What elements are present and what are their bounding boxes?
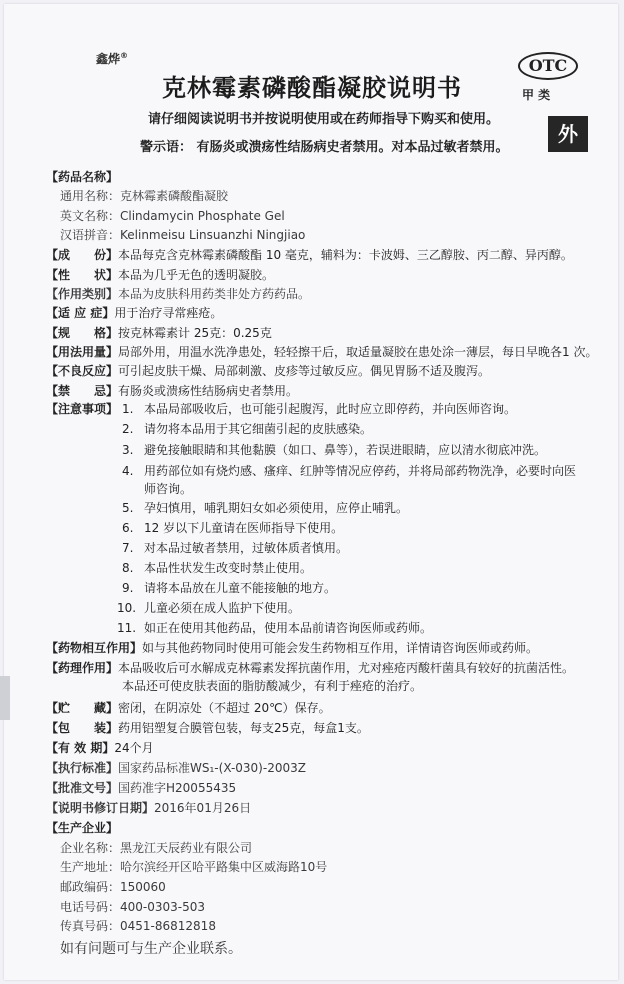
precaution-item: 2. 请勿将本品用于其它细菌引起的皮肤感染。 [122,422,373,436]
section-drug-name: 【药品名称】 [46,170,119,184]
precaution-item: 8. 本品性状发生改变时禁止使用。 [122,561,313,575]
postcode: 邮政编码：150060 [60,880,166,894]
precaution-item-continued: 师咨询。 [144,482,193,496]
company-name: 企业名称：黑龙江天辰药业有限公司 [60,841,253,855]
precaution-item: 3. 避免接触眼睛和其他黏膜（如口、鼻等），若误进眼睛，应以清水彻底冲洗。 [122,443,547,457]
precaution-item: 7. 对本品过敏者禁用，过敏体质者慎用。 [122,541,349,555]
warning-line: 警示语： 有肠炎或溃疡性结肠病史者禁用。对本品过敏者禁用。 [140,140,509,155]
english-name: 英文名称：Clindamycin Phosphate Gel [60,209,285,223]
appearance-row: 【性 状】本品为几乎无色的透明凝胶。 [46,268,275,282]
company-address: 生产地址：哈尔滨经开区哈平路集中区威海路10号 [60,860,328,874]
precaution-item: 4. 用药部位如有烧灼感、瘙痒、红肿等情况应停药，并将局部药物洗净，必要时向医 [122,464,577,478]
adverse-row: 【不良反应】可引起皮肤干燥、局部刺激、皮疹等过敏反应。偶见胃肠不适及腹泻。 [46,364,491,378]
usage-row: 【用法用量】局部外用，用温水洗净患处，轻轻擦干后，取适量凝胶在患处涂一薄层，每日早晚各1 次。 [46,345,598,359]
precaution-item: 5. 孕妇慎用，哺乳期妇女如必须使用，应停止哺乳。 [122,501,409,515]
spec-row: 【规 格】按克林霉素计 25克：0.25克 [46,326,272,340]
approval-row: 【批准文号】国药准字H20055435 [46,781,237,795]
otc-badge: OTC [518,52,578,80]
pharmacology-continued: 本品还可使皮肤表面的脂肪酸减少，有利于痤疮的治疗。 [122,679,423,693]
otc-class-label: 甲 类 [522,88,551,102]
validity-row: 【有 效 期】24个月 [46,741,154,755]
precaution-item: 11. 如正在使用其他药品，使用本品前请咨询医师或药师。 [117,621,433,635]
phone-number: 电话号码：400-0303-503 [60,900,206,914]
manufacturer-heading: 【生产企业】 [46,821,119,835]
precaution-item: 6. 12 岁以下儿童请在医师指导下使用。 [122,521,344,535]
precautions-heading: 【注意事项】 [46,402,119,416]
package-row: 【包 装】药用铝塑复合膜管包装，每支25克，每盒1支。 [46,721,369,735]
storage-row: 【贮 藏】密闭，在阴凉处（不超过 20℃）保存。 [46,701,331,715]
external-use-badge: 外 [548,116,588,152]
precaution-item: 10. 儿童必须在成人监护下使用。 [117,601,301,615]
revision-row: 【说明书修订日期】2016年01月26日 [46,801,252,815]
pharmacology-row: 【药理作用】本品吸收后可水解成克林霉素发挥抗菌作用，尤对痤疮丙酸杆菌具有较好的抗菌活性。 [46,661,575,675]
indication-row: 【适 应 症】用于治疗寻常痤疮。 [46,306,223,320]
category-row: 【作用类别】本品为皮肤科用药类非处方药药品。 [46,287,311,301]
contraindication-row: 【禁 忌】有肠炎或溃疡性结肠病史者禁用。 [46,384,299,398]
document-title: 克林霉素磷酸酯凝胶说明书 [162,74,462,102]
usage-notice: 请仔细阅读说明书并按说明使用或在药师指导下购买和使用。 [148,112,500,127]
fax-number: 传真号码：0451-86812818 [60,919,216,933]
composition-row: 【成 份】本品每克含克林霉素磷酸酯 10 毫克，辅料为：卡波姆、三乙醇胺、丙二醇、异丙醇。 [46,248,573,262]
precaution-item: 9. 请将本品放在儿童不能接触的地方。 [122,581,337,595]
pinyin-name: 汉语拼音：Kelinmeisu Linsuanzhi Ningjiao [60,228,306,242]
precaution-item: 1. 本品局部吸收后，也可能引起腹泻，此时应立即停药，并向医师咨询。 [122,402,517,416]
brand-logo: 鑫烨® [96,51,129,66]
standard-row: 【执行标准】国家药品标准WS₁-(X-030)-2003Z [46,761,306,775]
interaction-row: 【药物相互作用】如与其他药物同时使用可能会发生药物相互作用，详情请咨询医师或药师。 [46,641,539,655]
contact-footer: 如有问题可与生产企业联系。 [60,941,242,957]
binder-hole-mark [0,676,10,720]
generic-name: 通用名称：克林霉素磷酸酯凝胶 [60,189,229,203]
